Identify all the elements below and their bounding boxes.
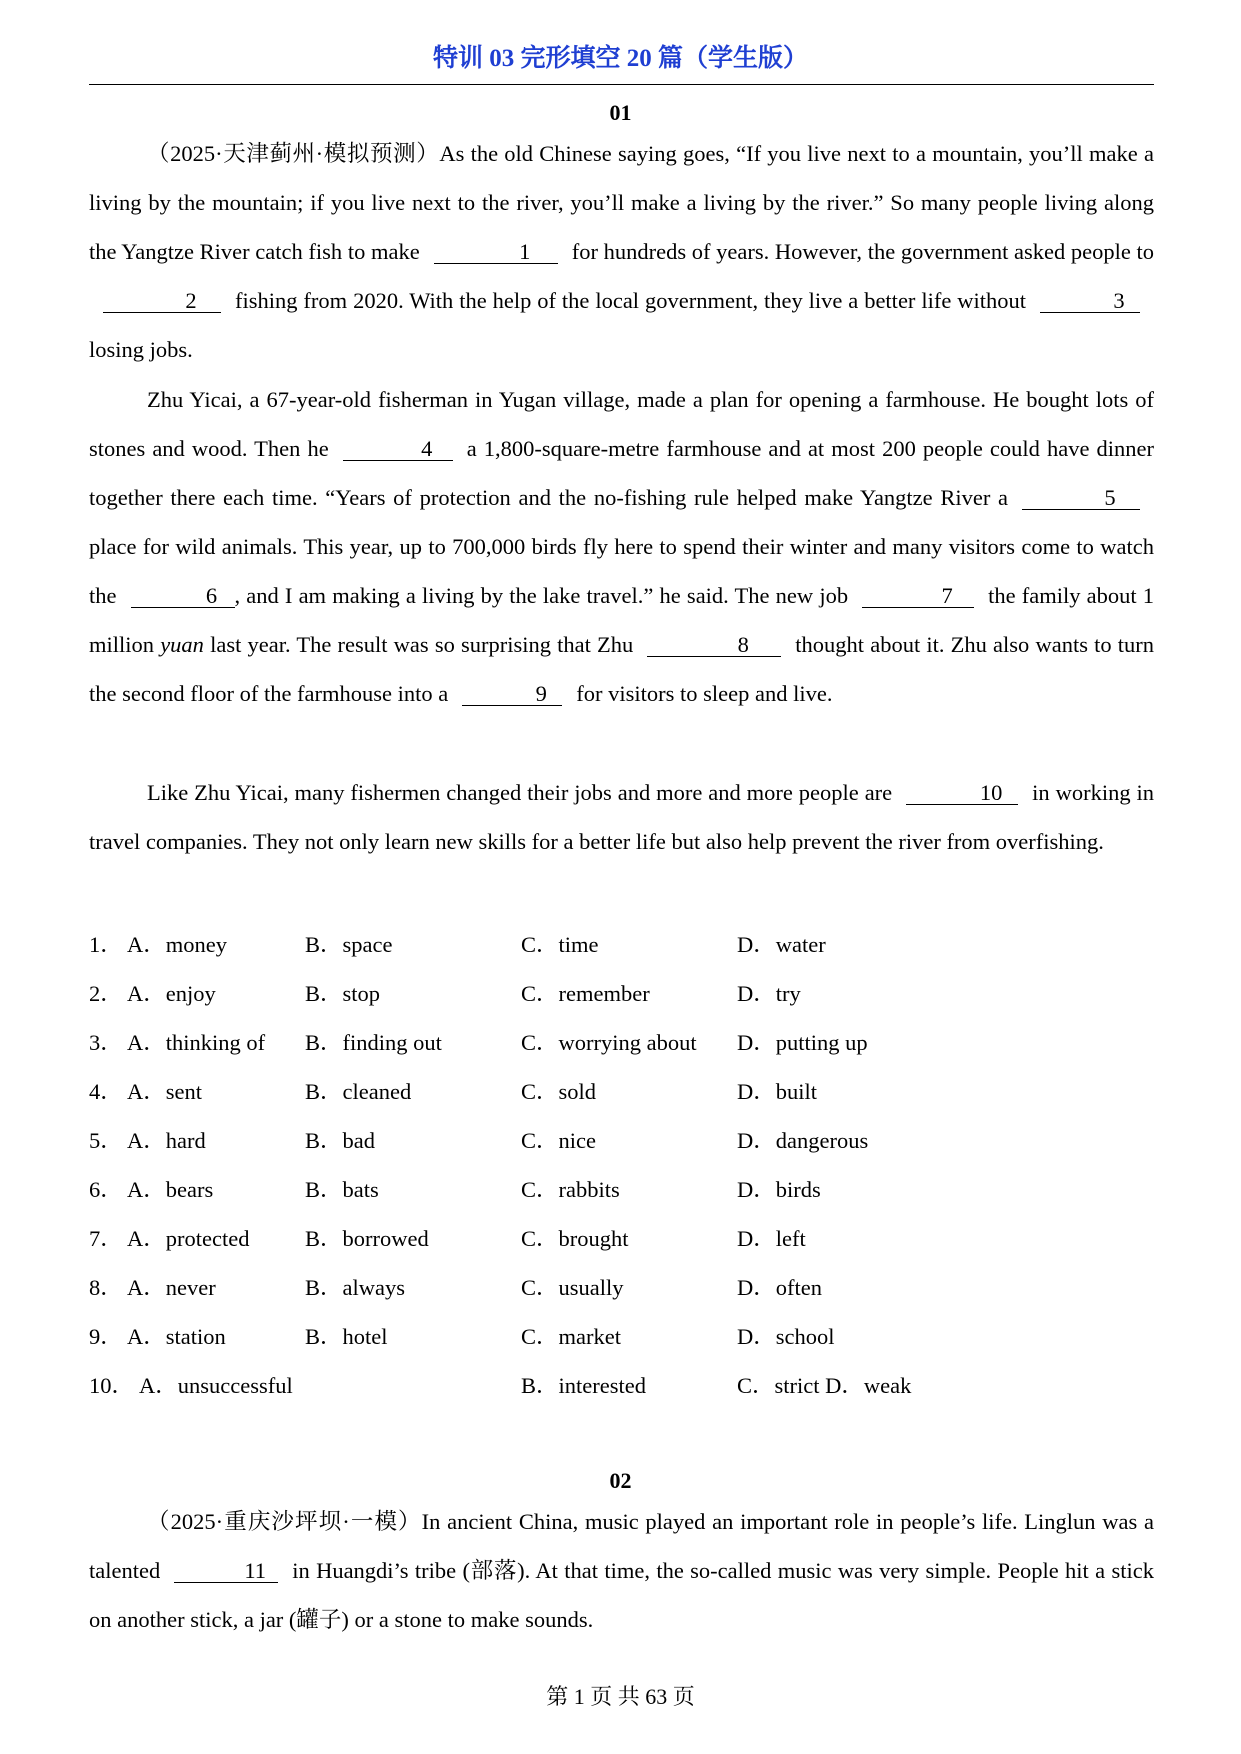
answer-blank: 8 <box>647 634 781 657</box>
paragraph-text: last year. The result was so surprising that Zhu <box>210 632 634 657</box>
italic-word: yuan <box>160 632 204 657</box>
passage-number: 01 <box>609 100 632 125</box>
option-a: A．hard <box>127 1128 206 1153</box>
question-number: 8． <box>89 1275 123 1300</box>
question-number: 10． <box>89 1373 135 1398</box>
paragraph-text: losing jobs. <box>89 337 193 362</box>
question-number: 3． <box>89 1030 123 1055</box>
question-number: 6． <box>89 1177 123 1202</box>
option-row <box>89 1067 1154 1116</box>
option-a: A．bears <box>127 1177 214 1202</box>
option-a: A．never <box>127 1275 216 1300</box>
option-b: B．borrowed <box>305 1226 429 1251</box>
question-number: 4． <box>89 1079 123 1104</box>
passage-paragraph <box>89 129 1154 374</box>
option-d: D．school <box>737 1324 835 1349</box>
option-b: B．space <box>305 932 393 957</box>
option-c: C．remember <box>521 981 650 1006</box>
paragraph-text: （2025·天津蓟州·模拟预测）As the old Chinese saying goes, “If you live next to a mountain, you’ll make a living by the mountain; if you live next to the river, you’ll make a living by the river.” So many people living along the Yangtze River catch fish to make <box>89 141 1154 264</box>
option-d: D．left <box>737 1226 806 1251</box>
question-number: 7． <box>89 1226 123 1251</box>
option-d: D．water <box>737 932 826 957</box>
option-a: A．enjoy <box>127 981 216 1006</box>
option-row <box>89 1165 1154 1214</box>
question-number: 2． <box>89 981 123 1006</box>
option-c-d: C．strict D．weak <box>737 1373 912 1398</box>
option-row <box>89 1361 1154 1410</box>
question-number: 5． <box>89 1128 123 1153</box>
option-row <box>89 1312 1154 1361</box>
question-number: 1． <box>89 932 123 957</box>
option-c: C．rabbits <box>521 1177 620 1202</box>
option-d: D．birds <box>737 1177 821 1202</box>
paragraph-text: thought about it. Zhu also wants to turn the second floor of the farmhouse into a <box>89 632 1155 706</box>
option-b: B．bad <box>305 1128 375 1153</box>
option-b: B．hotel <box>305 1324 388 1349</box>
option-b: B．interested <box>521 1373 646 1398</box>
passage-paragraph <box>89 1497 1154 1644</box>
option-a: A．money <box>127 932 227 957</box>
option-c: C．brought <box>521 1226 629 1251</box>
answer-blank: 5 <box>1022 487 1140 510</box>
answer-blank: 10 <box>906 782 1018 805</box>
option-d: D．dangerous <box>737 1128 869 1153</box>
option-c: C．nice <box>521 1128 596 1153</box>
paragraph-text: fishing from 2020. With the help of the local government, they live a better life without <box>235 288 1026 313</box>
option-b: B．always <box>305 1275 405 1300</box>
option-c: C．sold <box>521 1079 597 1104</box>
paragraph-text: for hundreds of years. However, the government asked people to <box>571 239 1154 264</box>
option-row <box>89 1214 1154 1263</box>
option-row <box>89 1018 1154 1067</box>
option-row <box>89 969 1154 1018</box>
paragraph-text: Zhu Yicai, a 67-year-old fisherman in Yugan village, made a plan for opening a farmhouse. He bought lots of stones and wood. Then he <box>89 387 1154 461</box>
option-a: A．sent <box>127 1079 202 1104</box>
option-d: D．often <box>737 1275 822 1300</box>
answer-blank: 7 <box>862 585 974 608</box>
option-c: C．time <box>521 932 599 957</box>
answer-blank: 1 <box>434 241 558 264</box>
answer-blank: 11 <box>174 1560 278 1583</box>
option-c: C．market <box>521 1324 621 1349</box>
header-divider <box>89 84 1154 85</box>
passage-paragraph <box>89 768 1154 866</box>
paragraph-text: in working in travel companies. They not only learn new skills for a better life but also help prevent the river from overfishing. <box>89 780 1154 854</box>
paragraph-text: , and I am making a living by the lake travel.” he said. The new job <box>234 583 849 608</box>
options-list <box>89 920 1154 1410</box>
option-a: A．station <box>127 1324 226 1349</box>
paragraph-text: for visitors to sleep and live. <box>576 681 833 706</box>
passage-number: 02 <box>609 1468 632 1493</box>
answer-blank: 9 <box>462 683 562 706</box>
paragraph-text: the family about 1 million <box>89 583 1154 657</box>
option-b: B．finding out <box>305 1030 442 1055</box>
option-row <box>89 1263 1154 1312</box>
paragraph-text: in Huangdi’s tribe (部落). At that time, the so-called music was very simple. People hit a stick on another stick, a jar (罐子) or a stone to make sounds. <box>89 1558 1154 1632</box>
answer-blank: 6 <box>131 585 235 608</box>
option-row <box>89 1116 1154 1165</box>
paragraph-text: a 1,800-square-metre farmhouse and at most 200 people could have dinner together there each time. “Years of protection and the no-fishing rule helped make Yangtze River a <box>89 436 1154 510</box>
paragraph-text: （2025·重庆沙坪坝·一模）In ancient China, music played an important role in people’s life. Linglun was a talented <box>89 1509 1154 1583</box>
option-d: D．putting up <box>737 1030 868 1055</box>
option-d: D．built <box>737 1079 818 1104</box>
answer-blank: 3 <box>1040 290 1140 313</box>
answer-blank: 4 <box>343 438 453 461</box>
paragraph-text: place for wild animals. This year, up to 700,000 birds fly here to spend their winter and many visitors come to watch the <box>89 534 1154 608</box>
option-c: C．usually <box>521 1275 624 1300</box>
option-row <box>89 920 1154 969</box>
passage-paragraph <box>89 375 1154 718</box>
option-b: B．stop <box>305 981 381 1006</box>
option-b: B．cleaned <box>305 1079 412 1104</box>
question-number: 9． <box>89 1324 123 1349</box>
option-a: A．unsuccessful <box>139 1373 293 1398</box>
option-b: B．bats <box>305 1177 379 1202</box>
page-footer: 第 1 页 共 63 页 <box>546 1684 695 1709</box>
document-header-title: 特训 03 完形填空 20 篇（学生版） <box>432 45 808 72</box>
paragraph-text: Like Zhu Yicai, many fishermen changed their jobs and more and more people are <box>147 780 893 805</box>
option-d: D．try <box>737 981 801 1006</box>
option-a: A．protected <box>127 1226 250 1251</box>
option-c: C．worrying about <box>521 1030 697 1055</box>
option-a: A．thinking of <box>127 1030 266 1055</box>
answer-blank: 2 <box>103 290 221 313</box>
